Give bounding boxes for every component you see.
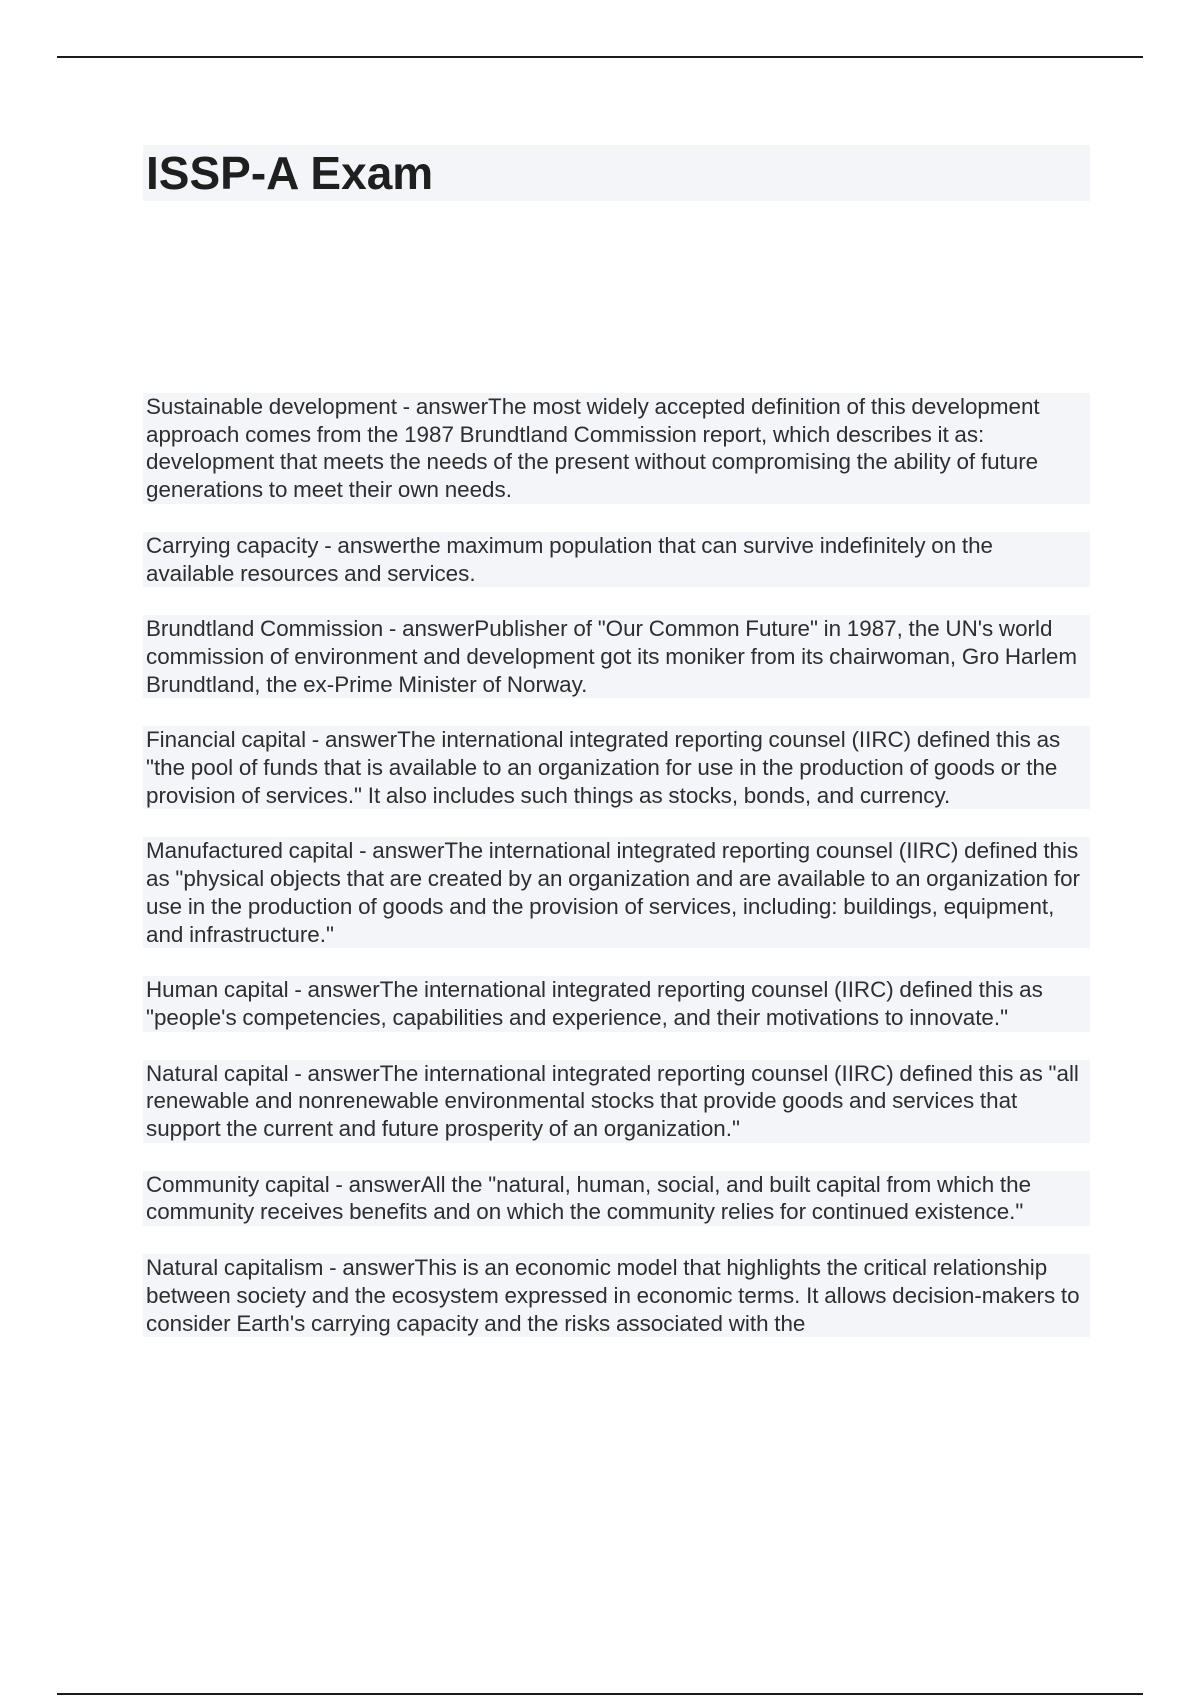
- entry-natural-capitalism: Natural capitalism - answerThis is an economic model that highlights the critical relationship between society and the ecosystem expressed in economic terms. It allows decision-makers to consider Earth's carrying capacity and the risks associated with the: [143, 1254, 1090, 1337]
- entry-brundtland-commission: Brundtland Commission - answerPublisher of "Our Common Future" in 1987, the UN's world commission of environment and development got its moniker from its chairwoman, Gro Harlem Brundtland, the ex-Prime Minister of Norway.: [143, 615, 1090, 698]
- entry-natural-capital: Natural capital - answerThe international integrated reporting counsel (IIRC) defined this as "all renewable and nonrenewable environmental stocks that provide goods and services that support the current and future prosperity of an organization.": [143, 1060, 1090, 1143]
- entry-financial-capital: Financial capital - answerThe international integrated reporting counsel (IIRC) defined this as "the pool of funds that is available to an organization for use in the production of goods or the provision of services." It also includes such things as stocks, bonds, and currency.: [143, 726, 1090, 809]
- entry-human-capital: Human capital - answerThe international integrated reporting counsel (IIRC) defined this as "people's competencies, capabilities and experience, and their motivations to innovate.": [143, 976, 1090, 1031]
- entry-manufactured-capital: Manufactured capital - answerThe international integrated reporting counsel (IIRC) defined this as "physical objects that are created by an organization and are available to an organization for use in the production of goods and the provision of services, including: buildings, equipment, and infrastructure.": [143, 837, 1090, 948]
- entry-sustainable-development: Sustainable development - answerThe most widely accepted definition of this development approach comes from the 1987 Brundtland Commission report, which describes it as: development that meets the needs of the present without compromising the ability of future generations to meet their own needs.: [143, 393, 1090, 504]
- entry-community-capital: Community capital - answerAll the "natural, human, social, and built capital from which the community receives benefits and on which the community relies for continued existence.": [143, 1171, 1090, 1226]
- entry-list: [143, 393, 1090, 1365]
- entry-carrying-capacity: Carrying capacity - answerthe maximum population that can survive indefinitely on the available resources and services.: [143, 532, 1090, 587]
- bottom-divider: [57, 1693, 1143, 1695]
- page-title: ISSP-A Exam: [146, 147, 434, 199]
- top-divider: [57, 56, 1143, 58]
